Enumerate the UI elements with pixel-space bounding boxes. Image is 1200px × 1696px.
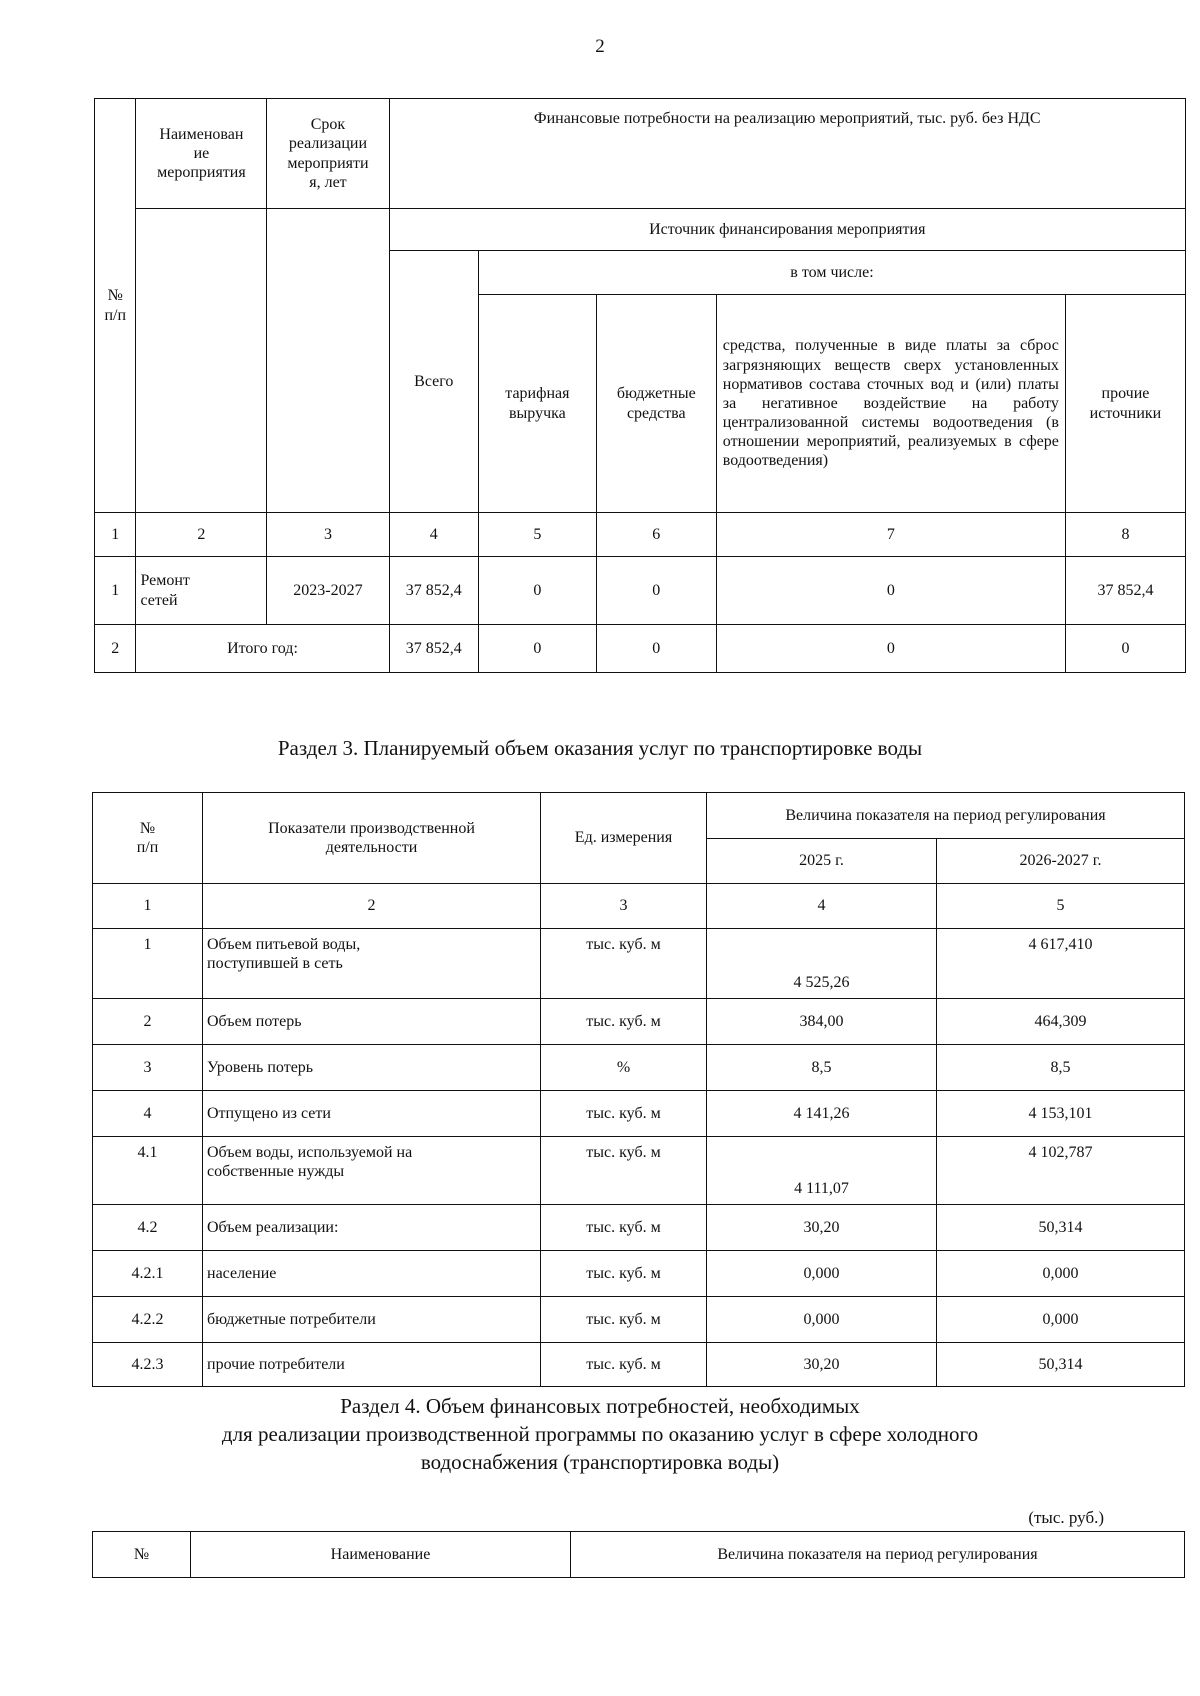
- row-value-2025: 0,000: [707, 1297, 937, 1343]
- col-number: 3: [541, 884, 707, 929]
- row-budget: 0: [596, 557, 716, 625]
- row-num: 4.1: [93, 1137, 203, 1205]
- row-num: 4.2.3: [93, 1343, 203, 1387]
- row-unit: тыс. куб. м: [541, 929, 707, 999]
- row-value-2025: 4 111,07: [707, 1137, 937, 1205]
- page-number: 2: [595, 36, 605, 57]
- header-source: Источник финансирования мероприятия: [389, 209, 1185, 251]
- header-total: Всего: [389, 251, 478, 513]
- row-value-2026-2027: 4 153,101: [937, 1091, 1185, 1137]
- col-number: 4: [389, 513, 478, 557]
- row-name: Объем потерь: [203, 999, 541, 1045]
- row-value-2025: 8,5: [707, 1045, 937, 1091]
- header-budget: бюджетные средства: [596, 295, 716, 513]
- header-including: в том числе:: [478, 251, 1185, 295]
- col-number: 1: [95, 513, 136, 557]
- col-number: 6: [596, 513, 716, 557]
- total-budget: 0: [596, 625, 716, 673]
- header-name-empty: [136, 209, 267, 513]
- header-fee: средства, полученные в виде платы за сброс загрязняющих веществ сверх установленных нормативов состава сточных вод и (или) платы за негативное воздействие на работу централизованной системы водоотведения (в отношении мероприятий, реализуемых в сфере водоотведения): [716, 295, 1065, 513]
- row-unit: тыс. куб. м: [541, 1205, 707, 1251]
- table-row: [95, 557, 1186, 625]
- table-row: [93, 1091, 1185, 1137]
- row-num: 3: [93, 1045, 203, 1091]
- row-value-2026-2027: 0,000: [937, 1251, 1185, 1297]
- header-name: Наименован ие мероприятия: [136, 99, 267, 209]
- col-number: 1: [93, 884, 203, 929]
- col-number: 5: [937, 884, 1185, 929]
- table-row: [93, 1297, 1185, 1343]
- section-3-title: Раздел 3. Планируемый объем оказания услуг по транспортировке воды: [277, 736, 923, 760]
- header-period: Величина показателя на период регулирования: [707, 793, 1185, 839]
- units-note: (тыс. руб.): [1028, 1508, 1104, 1527]
- row-value-2025: 384,00: [707, 999, 937, 1045]
- row-fee: 0: [716, 557, 1065, 625]
- section-4-title: Раздел 4. Объем финансовых потребностей, необходимых для реализации производственной программы по оказанию услуг в сфере холодного водоснабжения (транспортировка воды): [221, 1394, 979, 1474]
- col-number: 8: [1065, 513, 1185, 557]
- table-row: [93, 929, 1185, 999]
- header-term-empty: [267, 209, 389, 513]
- row-value-2025: 0,000: [707, 1251, 937, 1297]
- col-number: 7: [716, 513, 1065, 557]
- row-value-2026-2027: 464,309: [937, 999, 1185, 1045]
- row-value-2026-2027: 8,5: [937, 1045, 1185, 1091]
- total-num: 2: [95, 625, 136, 673]
- row-unit: тыс. куб. м: [541, 1251, 707, 1297]
- header-tariff: тарифная выручка: [478, 295, 596, 513]
- total-total: 37 852,4: [389, 625, 478, 673]
- row-value-2025: 30,20: [707, 1343, 937, 1387]
- col-number: 5: [478, 513, 596, 557]
- row-value-2026-2027: 50,314: [937, 1343, 1185, 1387]
- col-number: 2: [136, 513, 267, 557]
- row-unit: тыс. куб. м: [541, 1091, 707, 1137]
- header-financial-needs: Финансовые потребности на реализацию мероприятий, тыс. руб. без НДС: [389, 99, 1185, 209]
- col-number: 2: [203, 884, 541, 929]
- financial-needs-table: [92, 1531, 1185, 1578]
- col-number: 3: [267, 513, 389, 557]
- row-name: население: [203, 1251, 541, 1297]
- row-value-2026-2027: 50,314: [937, 1205, 1185, 1251]
- header-num: № п/п: [95, 99, 136, 513]
- header-num: №: [93, 1532, 191, 1578]
- total-fee: 0: [716, 625, 1065, 673]
- financing-table: [94, 98, 1186, 673]
- row-num: 4.2.2: [93, 1297, 203, 1343]
- row-value-2026-2027: 0,000: [937, 1297, 1185, 1343]
- total-row: [95, 625, 1186, 673]
- row-value-2026-2027: 4 102,787: [937, 1137, 1185, 1205]
- row-num: 1: [95, 557, 136, 625]
- header-term: Срок реализации мероприяти я, лет: [267, 99, 389, 209]
- row-name: Уровень потерь: [203, 1045, 541, 1091]
- total-other: 0: [1065, 625, 1185, 673]
- header-year-2025: 2025 г.: [707, 839, 937, 884]
- row-value-2025: 4 525,26: [707, 929, 937, 999]
- header-other: прочие источники: [1065, 295, 1185, 513]
- header-unit: Ед. измерения: [541, 793, 707, 884]
- row-unit: тыс. куб. м: [541, 1137, 707, 1205]
- row-unit: тыс. куб. м: [541, 999, 707, 1045]
- row-unit: тыс. куб. м: [541, 1297, 707, 1343]
- header-num: № п/п: [93, 793, 203, 884]
- row-num: 4.2.1: [93, 1251, 203, 1297]
- table-row: [93, 1343, 1185, 1387]
- row-value-2025: 30,20: [707, 1205, 937, 1251]
- table-row: [93, 999, 1185, 1045]
- row-num: 4: [93, 1091, 203, 1137]
- row-unit: %: [541, 1045, 707, 1091]
- row-value-2025: 4 141,26: [707, 1091, 937, 1137]
- row-unit: тыс. куб. м: [541, 1343, 707, 1387]
- row-num: 2: [93, 999, 203, 1045]
- total-label: Итого год:: [136, 625, 389, 673]
- total-tariff: 0: [478, 625, 596, 673]
- table-row: [93, 1251, 1185, 1297]
- header-year-2026-2027: 2026-2027 г.: [937, 839, 1185, 884]
- row-name: бюджетные потребители: [203, 1297, 541, 1343]
- row-name: Объем реализации:: [203, 1205, 541, 1251]
- row-name: прочие потребители: [203, 1343, 541, 1387]
- row-value-2026-2027: 4 617,410: [937, 929, 1185, 999]
- row-name: Объем питьевой воды, поступившей в сеть: [203, 929, 541, 999]
- table-row: [93, 1205, 1185, 1251]
- volume-table: [92, 792, 1185, 1387]
- row-other: 37 852,4: [1065, 557, 1185, 625]
- row-tariff: 0: [478, 557, 596, 625]
- header-name: Наименование: [191, 1532, 571, 1578]
- row-num: 1: [93, 929, 203, 999]
- row-name: Отпущено из сети: [203, 1091, 541, 1137]
- table-row: [93, 1137, 1185, 1205]
- row-total: 37 852,4: [389, 557, 478, 625]
- table-row: [93, 1045, 1185, 1091]
- header-value: Величина показателя на период регулирования: [571, 1532, 1185, 1578]
- row-num: 4.2: [93, 1205, 203, 1251]
- header-indicator: Показатели производственной деятельности: [203, 793, 541, 884]
- row-name: Объем воды, используемой на собственные нужды: [203, 1137, 541, 1205]
- row-term: 2023-2027: [267, 557, 389, 625]
- col-number: 4: [707, 884, 937, 929]
- row-name: Ремонт сетей: [136, 557, 267, 625]
